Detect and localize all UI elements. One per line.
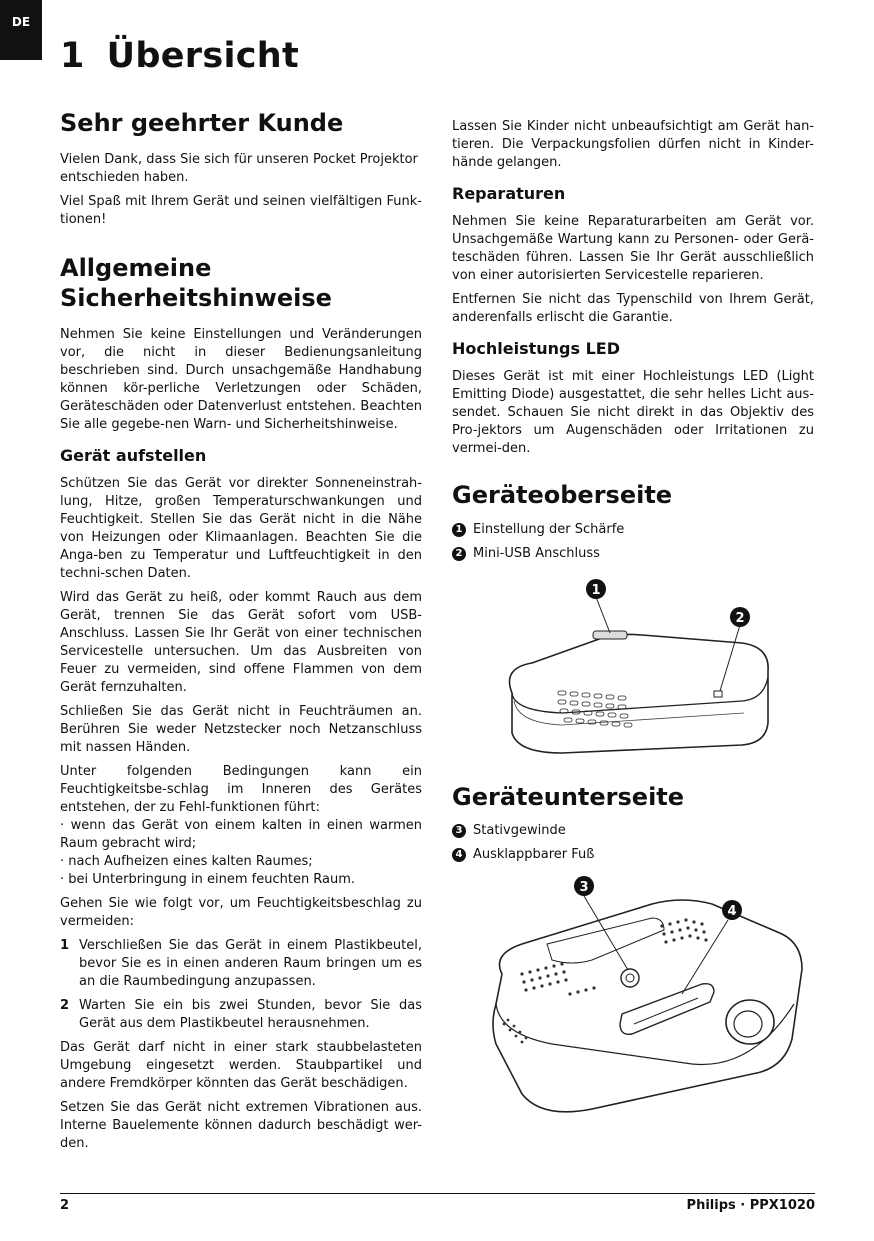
projector-bottom-illustration [452, 874, 814, 1144]
step-text: Warten Sie ein bis zwei Stunden, bevor Sie das Gerät aus dem Plastikbeutel herausnehmen. [79, 998, 422, 1032]
bullet-item: · nach Aufheizen eines kalten Raumes; [60, 854, 313, 870]
callout-number: 1 [591, 582, 601, 598]
paragraph: Schließen Sie das Gerät nicht in Feuchträumen an. Berühren Sie weder Netzstecker noch Netzanschluss mit nassen Händen. [60, 704, 422, 756]
step-text: Verschließen Sie das Gerät in einem Plastikbeutel, bevor Sie es in einen anderen Raum bringen um es an die Raumbedingung anzupassen. [79, 938, 422, 990]
legend-label: Mini-USB Anschluss [473, 545, 600, 561]
paragraph: Viel Spaß mit Ihrem Gerät und seinen vielfältigen Funk-tionen! [60, 193, 422, 227]
right-column [452, 118, 814, 1158]
callout-number: 3 [452, 824, 466, 838]
step-number: 1 [60, 938, 70, 954]
paragraph: Das Gerät darf nicht in einer stark staubbelasteten Umgebung eingesetzt werden. Staubpartikel und andere Fremdkörper könnten das Gerät beschädigen. [60, 1040, 422, 1092]
device-bottom-figure [452, 874, 814, 1144]
heading-unterseite: Geräteunterseite [452, 782, 685, 811]
callout-number: 4 [727, 904, 737, 920]
heading-line: Sicherheitshinweise [60, 284, 332, 313]
legend-label: Stativgewinde [473, 823, 566, 839]
paragraph: Lassen Sie Kinder nicht unbeaufsichtigt am Gerät han-tieren. Die Verpackungsfolien dürfen nicht in Kinder-hände gelangen. [452, 119, 814, 170]
paragraph: Nehmen Sie keine Reparaturarbeiten am Gerät vor. Unsachgemäße Wartung kann zu Personen- oder Gerä-teschäden führen. Lassen Sie Ihr Gerät ausschließlich von einer autorisierten Servicestelle reparieren. [452, 214, 814, 283]
paragraph: Gehen Sie wie folgt vor, um Feuchtigkeitsbeschlag zu vermeiden: [60, 896, 422, 930]
legend-item [452, 822, 814, 840]
legend-label: Einstellung der Schärfe [473, 521, 625, 537]
heading-led: Hochleistungs LED [452, 339, 620, 358]
bullet-item: · wenn das Gerät von einem kalten in einen warmen Raum gebracht wird; [60, 818, 422, 852]
legend-item [452, 521, 814, 539]
legend-item [452, 545, 814, 563]
paragraph: Setzen Sie das Gerät nicht extremen Vibrationen aus. Interne Bauelemente können dadurch beschädigt wer-den. [60, 1100, 422, 1152]
callout-number: 2 [452, 547, 466, 561]
callout-number: 3 [579, 880, 589, 896]
heading-line: Allgemeine [60, 253, 212, 282]
step-number: 2 [60, 998, 70, 1014]
projector-top-illustration [452, 573, 814, 768]
footer-divider [60, 1193, 815, 1194]
paragraph: Vielen Dank, dass Sie sich für unseren Pocket Projektor entschieden haben. [60, 151, 418, 185]
chapter-title-text: Übersicht [106, 36, 300, 76]
paragraph: Unter folgenden Bedingungen kann ein Feuchtigkeitsbe-schlag im Inneren des Gerätes entstehen, der zu Fehl-funktionen führt: [60, 764, 422, 816]
paragraph: Schützen Sie das Gerät vor direkter Sonneneinstrah-lung, Hitze, großen Temperaturschwankungen und Feuchtigkeit. Stellen Sie das Gerät nicht in die Nähe von Heizungen oder Klimaanlagen. Beachten Sie die Anga-ben zu Temperatur und Luftfeuchtigkeit in den techni-schen Daten. [60, 476, 422, 582]
step-item [60, 997, 422, 1033]
device-top-figure [452, 573, 814, 768]
heading-kunde: Sehr geehrter Kunde [60, 109, 344, 137]
chapter-number: 1 [60, 36, 85, 76]
bullet-item: · bei Unterbringung in einem feuchten Raum. [60, 872, 356, 888]
heading-sicherheit [60, 253, 422, 314]
paragraph: Wird das Gerät zu heiß, oder kommt Rauch aus dem Gerät, trennen Sie das Gerät sofort vom USB-Anschluss. Lassen Sie Ihr Gerät von einer technischen Servicestelle untersuchen. Um das Ausbreiten von Feuer zu vermeiden, sind offene Flammen von dem Gerät fernzuhalten. [60, 590, 422, 696]
paragraph: Entfernen Sie nicht das Typenschild von Ihrem Gerät, anderenfalls erlischt die Garantie. [452, 292, 814, 325]
step-item [60, 937, 422, 991]
heading-aufstellen: Gerät aufstellen [60, 446, 207, 466]
footer-brand: Philips · PPX1020 [686, 1198, 815, 1213]
paragraph: Dieses Gerät ist mit einer Hochleistungs LED (Light Emitting Diode) ausgestattet, die sehr helles Licht aus-sendet. Schauen Sie nicht direkt in das Objektiv des Pro-jektors um Augenschäden oder Irritationen zu vermei-den. [452, 369, 814, 456]
heading-oberseite: Geräteoberseite [452, 481, 673, 509]
callout-number: 4 [452, 848, 466, 862]
legend-label: Ausklappbarer Fuß [473, 847, 595, 863]
left-column [60, 108, 422, 1159]
heading-reparaturen: Reparaturen [452, 184, 566, 203]
step-list [60, 937, 422, 1033]
language-tab: DE [0, 0, 42, 60]
page-number: 2 [60, 1198, 70, 1213]
callout-number: 1 [452, 523, 466, 537]
chapter-title [60, 36, 299, 76]
legend-item [452, 846, 814, 864]
callout-number: 2 [735, 610, 745, 626]
paragraph: Nehmen Sie keine Einstellungen und Veränderungen vor, die nicht in dieser Bedienungsanleitung beschrieben sind. Durch unsachgemäße Handhabung können kör-perliche Verletzungen oder Schäden, Geräteschäden oder Datenverlust entstehen. Beachten Sie alle gegebe-nen Warn- und Sicherheitshinweise. [60, 327, 422, 433]
